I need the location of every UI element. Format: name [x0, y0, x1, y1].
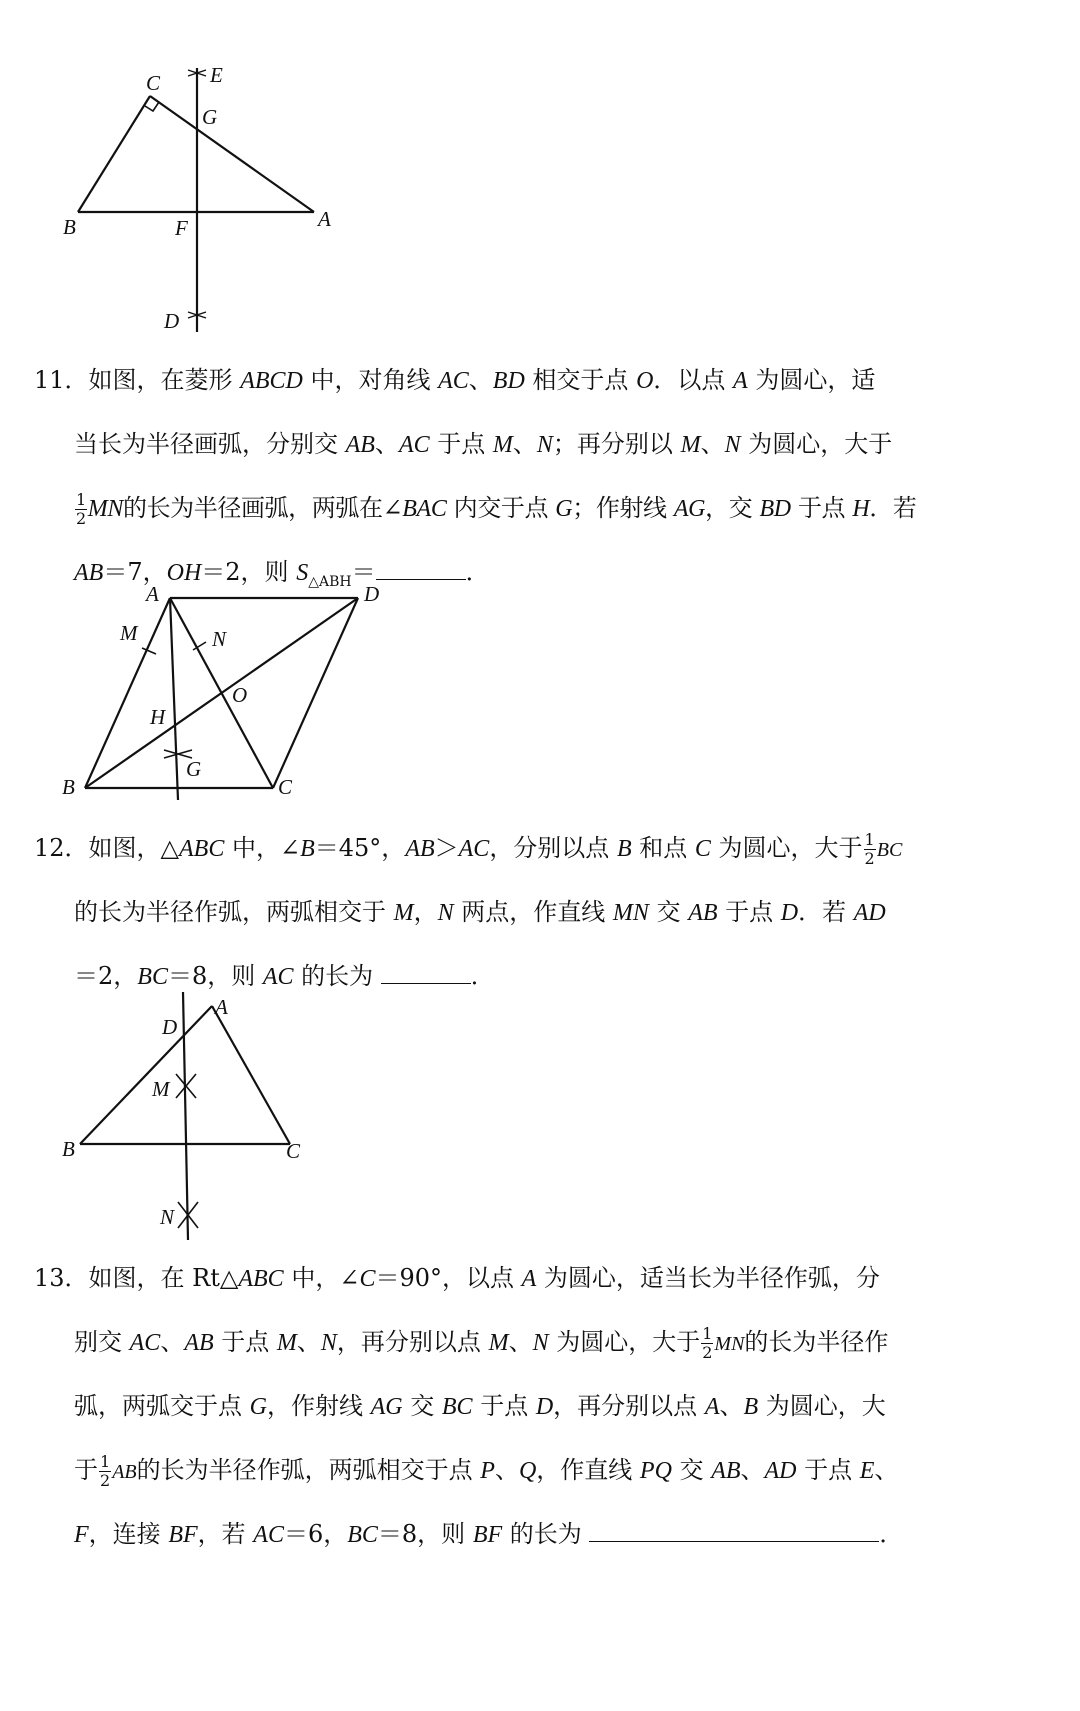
- problem-11: 11．如图，在菱形 ABCD 中，对角线 AC、BD 相交于点 O．以点 A 为圆心，适 当长为半径画弧，分别交 AB、AC 于点 M、N；再分别以 M、N 为圆心，大于 $\frac{1}{2}$ MN的长为半径画弧，两弧在∠BAC 内交于点 G；作射线 AG，交 BD 于点 H．若 AB＝7，OH＝2，则 $S_{\triangle ABH}=$ ．: [34, 366, 917, 590]
- answer-blank[interactable]: [589, 1511, 879, 1542]
- problem-number: 13．: [34, 1264, 89, 1292]
- problem-13: 13．如图，在 Rt△ABC 中，∠C＝90°，以点 A 为圆心，适当长为半径作弧，分 别交 AC、AB 于点 M、N，再分别以点 M、N 为圆心，大于 $\frac{1}{2}$ MN的长为半径作 弧，两弧交于点 G，作射线 AG 交 BC 于点 D，再分别以点 A、B 为圆心，大 于 $\frac{1}{2}$ AB的长为半径作弧，两弧相交于点 P、Q，作直线 PQ 交 AB、AD 于点 E、 F，连接 BF，若 AC＝6，BC＝8，则 BF 的长为 ．: [34, 1264, 904, 1548]
- label-c: C: [286, 1139, 301, 1163]
- label-n: N: [212, 627, 227, 651]
- label-f: F: [175, 216, 188, 240]
- fraction-one-half: $\frac{1}{2}$: [100, 1452, 111, 1490]
- right-angle-mark: [145, 102, 159, 111]
- label-m: M: [120, 621, 138, 645]
- label-d: D: [162, 1015, 178, 1039]
- segment-ca: [150, 96, 314, 212]
- label-c: C: [278, 775, 293, 799]
- segment-cb: [78, 96, 150, 212]
- label-b: B: [63, 215, 76, 239]
- arc-mark-m: [142, 648, 156, 654]
- figure-problem-11: [60, 578, 400, 810]
- answer-blank[interactable]: [376, 549, 466, 580]
- label-b: B: [62, 775, 75, 799]
- problem-number: 11．: [34, 366, 89, 394]
- ray-ag: [170, 598, 178, 800]
- label-d: D: [164, 309, 180, 333]
- figure-10-svg: [60, 60, 400, 340]
- problem-number: 12．: [34, 834, 89, 862]
- label-d: D: [364, 582, 380, 606]
- figure-problem-10: [60, 60, 400, 340]
- label-m: M: [152, 1077, 170, 1101]
- label-o: O: [232, 683, 248, 707]
- answer-blank[interactable]: [381, 953, 471, 984]
- label-g: G: [186, 757, 202, 781]
- line-mn: [183, 992, 188, 1240]
- label-a: A: [215, 995, 228, 1019]
- label-e: E: [210, 63, 223, 87]
- segment-ba: [80, 1006, 212, 1144]
- fraction-one-half: $\frac{1}{2}$: [702, 1324, 713, 1362]
- label-a: A: [318, 207, 331, 231]
- fraction-one-half: $\frac{1}{2}$: [864, 830, 875, 868]
- label-b: B: [62, 1137, 75, 1161]
- figure-12-svg: [60, 988, 320, 1244]
- label-h: H: [150, 705, 166, 729]
- figure-problem-12: [60, 988, 320, 1244]
- label-c: C: [146, 71, 161, 95]
- label-n: N: [160, 1205, 175, 1229]
- fraction-one-half: $\frac{1}{2}$: [76, 490, 86, 528]
- label-a: A: [146, 582, 159, 606]
- label-g: G: [202, 105, 218, 129]
- segment-ac: [212, 1006, 290, 1144]
- problem-12: 12．如图，△ABC 中，∠B＝45°，AB＞AC，分别以点 B 和点 C 为圆心，大于 $\frac{1}{2}$ BC 的长为半径作弧，两弧相交于 M，N 两点，作直线 MN 交 AB 于点 D．若 AD ＝2，BC＝8，则 AC 的长为 ．: [34, 830, 903, 990]
- figure-11-svg: [60, 578, 400, 810]
